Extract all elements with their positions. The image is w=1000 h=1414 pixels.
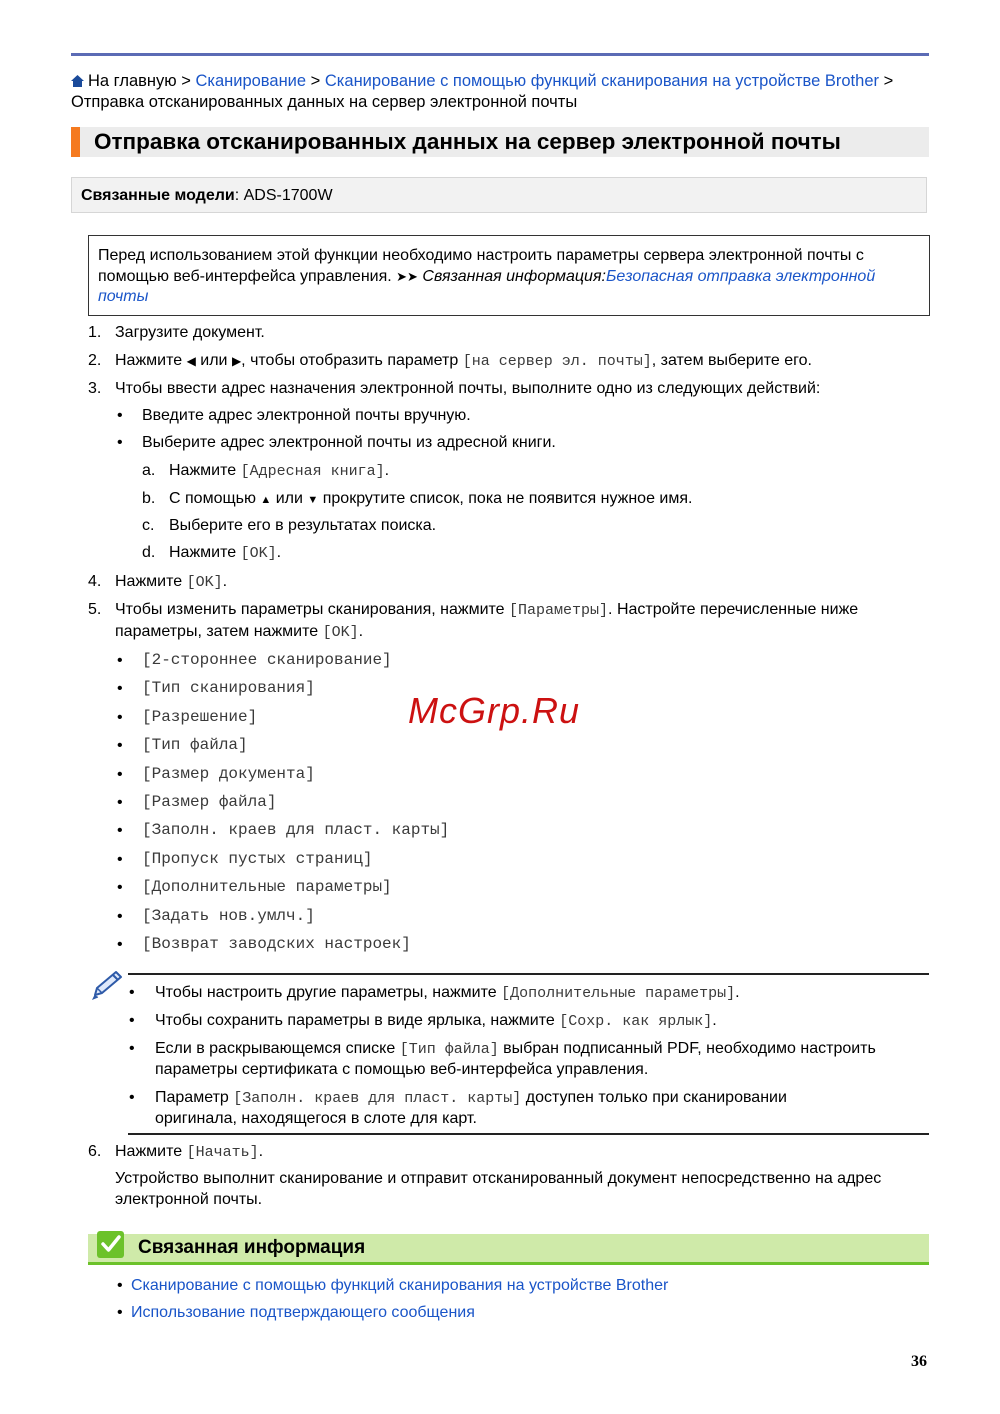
bullet: • [117, 1304, 123, 1321]
step-2-part: , чтобы отобразить параметр [241, 352, 463, 369]
step-6-text [115, 1141, 263, 1163]
bullet: • [117, 822, 123, 839]
substep-d-number: d. [142, 544, 156, 561]
step-2-part: Нажмите [115, 352, 187, 369]
scan-option-item: [Возврат заводских настроек] [142, 935, 411, 953]
tip-1-part: Чтобы настроить другие параметры, нажмите [155, 984, 502, 1001]
substep-c-number: c. [142, 517, 155, 534]
tip-3-line2: параметры сертификата с помощью веб-интерфейса управления. [155, 1061, 649, 1078]
step-4-part: Нажмите [115, 573, 187, 590]
step-6-result: Устройство выполнит сканирование и отправит отсканированный документ непосредственно на адрес электронной почты. [115, 1170, 882, 1208]
step-3-option-addressbook: Выберите адрес электронной почты из адресной книги. [142, 434, 556, 451]
up-arrow-icon: ▲ [260, 494, 272, 506]
tip-3-part: Если в раскрывающемся списке [155, 1040, 400, 1057]
bullet: • [117, 879, 123, 896]
step-5-end: . [358, 623, 364, 640]
related-info-title: Связанная информация [138, 1237, 366, 1258]
bullet: • [129, 984, 135, 1001]
related-models [71, 177, 927, 213]
step-2-or: или [195, 352, 232, 369]
step-5-part: Чтобы изменить параметры сканирования, нажмите [115, 601, 510, 618]
double-arrow-icon: ➤➤ [396, 268, 418, 284]
scan-option-item: [Заполн. краев для пласт. карты] [142, 821, 450, 839]
step-6-number: 6. [88, 1143, 102, 1160]
breadcrumb [71, 71, 931, 113]
step-3-text: Чтобы ввести адрес назначения электронной почты, выполните одно из следующих действий: [115, 380, 821, 397]
option-address-book: [Адресная книга] [240, 463, 385, 480]
bullet: • [117, 766, 123, 783]
step-2-number: 2. [88, 352, 102, 369]
bullet: • [129, 1012, 135, 1029]
bullet: • [117, 434, 123, 451]
option-ok: [OK] [240, 545, 277, 562]
page-number: 36 [911, 1353, 927, 1370]
option-settings: [Параметры] [509, 602, 609, 619]
home-icon[interactable] [71, 75, 84, 87]
related-link-confirmation-message[interactable]: Использование подтверждающего сообщения [131, 1304, 475, 1321]
bullet: • [117, 407, 123, 424]
option-ok: [OK] [322, 624, 359, 641]
step-3-option-manual: Введите адрес электронной почты вручную. [142, 407, 471, 424]
checkmark-icon [96, 1229, 126, 1259]
breadcrumb-home[interactable]: На главную [88, 72, 177, 90]
scan-option-item: [Дополнительные параметры] [142, 878, 392, 896]
tip-4-line2: оригинала, находящегося в слоте для карт. [155, 1110, 477, 1127]
scan-option-item: [Тип файла] [142, 736, 248, 754]
tip-4-part: доступен только при сканировании [521, 1089, 787, 1106]
substep-a-text [169, 460, 389, 482]
tip-3-part: выбран подписанный PDF, необходимо настроить [498, 1040, 876, 1057]
pencil-icon [91, 969, 125, 1001]
substep-a-number: a. [142, 462, 156, 479]
title-accent [71, 127, 80, 157]
bullet: • [117, 652, 123, 669]
bullet: • [117, 709, 123, 726]
option-advanced: [Дополнительные параметры] [501, 985, 736, 1002]
option-file-type: [Тип файла] [399, 1041, 499, 1058]
option-start: [Начать] [186, 1144, 259, 1161]
option-save-shortcut: [Сохр. как ярлык] [559, 1013, 713, 1030]
substep-d-end: . [276, 544, 282, 561]
left-arrow-icon: ◀ [186, 354, 196, 368]
tip-2 [155, 1010, 717, 1032]
scan-option-item: [Пропуск пустых страниц] [142, 850, 373, 868]
models-value: ADS-1700W [243, 187, 333, 204]
related-link-scan-functions[interactable]: Сканирование с помощью функций сканирования на устройстве Brother [131, 1277, 669, 1294]
step-5-text [115, 599, 935, 621]
substep-b-number: b. [142, 490, 156, 507]
step-6-part: Нажмите [115, 1143, 187, 1160]
substep-b-part: С помощью [169, 490, 261, 507]
bullet: • [117, 1277, 123, 1294]
tip-3 [155, 1038, 935, 1060]
step-4-number: 4. [88, 573, 102, 590]
bullet: • [117, 794, 123, 811]
note-text: Перед использованием этой функции необходимо настроить параметры сервера электронной почты с помощью веб-интерфейса управления. [98, 247, 864, 285]
substep-d-part: Нажмите [169, 544, 241, 561]
step-6-end: . [258, 1143, 264, 1160]
substep-c-text: Выберите его в результатах поиска. [169, 517, 437, 534]
substep-a-part: Нажмите [169, 462, 241, 479]
bullet: • [129, 1040, 135, 1057]
option-ok: [OK] [186, 574, 223, 591]
substep-b-text [169, 488, 692, 511]
top-rule [71, 53, 929, 56]
tip-top-rule [128, 973, 929, 975]
step-2-part: , затем выберите его. [651, 352, 812, 369]
substep-b-part: прокрутите список, пока не появится нужное имя. [318, 490, 693, 507]
step-3-number: 3. [88, 380, 102, 397]
step-5-text-line2 [115, 621, 363, 643]
scan-option-item: [Тип сканирования] [142, 679, 315, 697]
bullet: • [117, 936, 123, 953]
tip-bottom-rule [128, 1133, 929, 1135]
tip-1-end: . [735, 984, 740, 1001]
breadcrumb-link-scanning[interactable]: Сканирование [195, 72, 307, 90]
down-arrow-icon: ▼ [307, 494, 319, 506]
note-related-label: Связанная информация [417, 267, 602, 285]
scan-option-item: [Разрешение] [142, 708, 258, 726]
substep-b-or: или [271, 490, 308, 507]
option-card-edge-fill: [Заполн. краев для пласт. карты] [233, 1090, 522, 1107]
breadcrumb-link-scan-functions[interactable]: Сканирование с помощью функций сканирования на устройстве Brother [324, 72, 879, 90]
step-4-text [115, 571, 227, 593]
breadcrumb-separator: > [879, 72, 894, 90]
step-2-text [115, 350, 935, 372]
tip-2-end: . [712, 1012, 717, 1029]
page-title: Отправка отсканированных данных на сервер электронной почты [94, 129, 841, 154]
models-sep: : [234, 187, 244, 204]
tip-4-part: Параметр [155, 1089, 234, 1106]
tip-1 [155, 982, 740, 1004]
step-1-text: Загрузите документ. [115, 324, 265, 341]
tip-4 [155, 1087, 935, 1109]
bullet: • [117, 851, 123, 868]
substep-d-text [169, 542, 281, 564]
breadcrumb-current: Отправка отсканированных данных на сервер электронной почты [71, 93, 578, 111]
note-link-secure-email[interactable]: Безопасная отправка электронной почты [98, 267, 876, 305]
option-email-server: [на сервер эл. почты] [462, 353, 652, 370]
models-label: Связанные модели [81, 187, 235, 204]
prerequisite-note [88, 235, 930, 316]
step-4-end: . [222, 573, 228, 590]
step-1-number: 1. [88, 324, 102, 341]
bullet: • [117, 737, 123, 754]
tip-2-part: Чтобы сохранить параметры в виде ярлыка, нажмите [155, 1012, 560, 1029]
bullet: • [129, 1089, 135, 1106]
watermark: McGrp.Ru [408, 690, 581, 731]
step-5-number: 5. [88, 601, 102, 618]
scan-option-item: [Размер документа] [142, 765, 315, 783]
scan-option-item: [Задать нов.умлч.] [142, 907, 315, 925]
scan-option-item: [2-стороннее сканирование] [142, 651, 392, 669]
right-arrow-icon: ▶ [231, 354, 242, 368]
note-colon: : [601, 267, 606, 285]
bullet: • [117, 908, 123, 925]
step-5-part: параметры, затем нажмите [115, 623, 323, 640]
bullet: • [117, 680, 123, 697]
breadcrumb-separator: > [306, 72, 325, 90]
step-5-part: . Настройте перечисленные ниже [608, 601, 859, 618]
breadcrumb-separator: > [176, 72, 196, 90]
scan-option-item: [Размер файла] [142, 793, 277, 811]
substep-a-end: . [384, 462, 390, 479]
